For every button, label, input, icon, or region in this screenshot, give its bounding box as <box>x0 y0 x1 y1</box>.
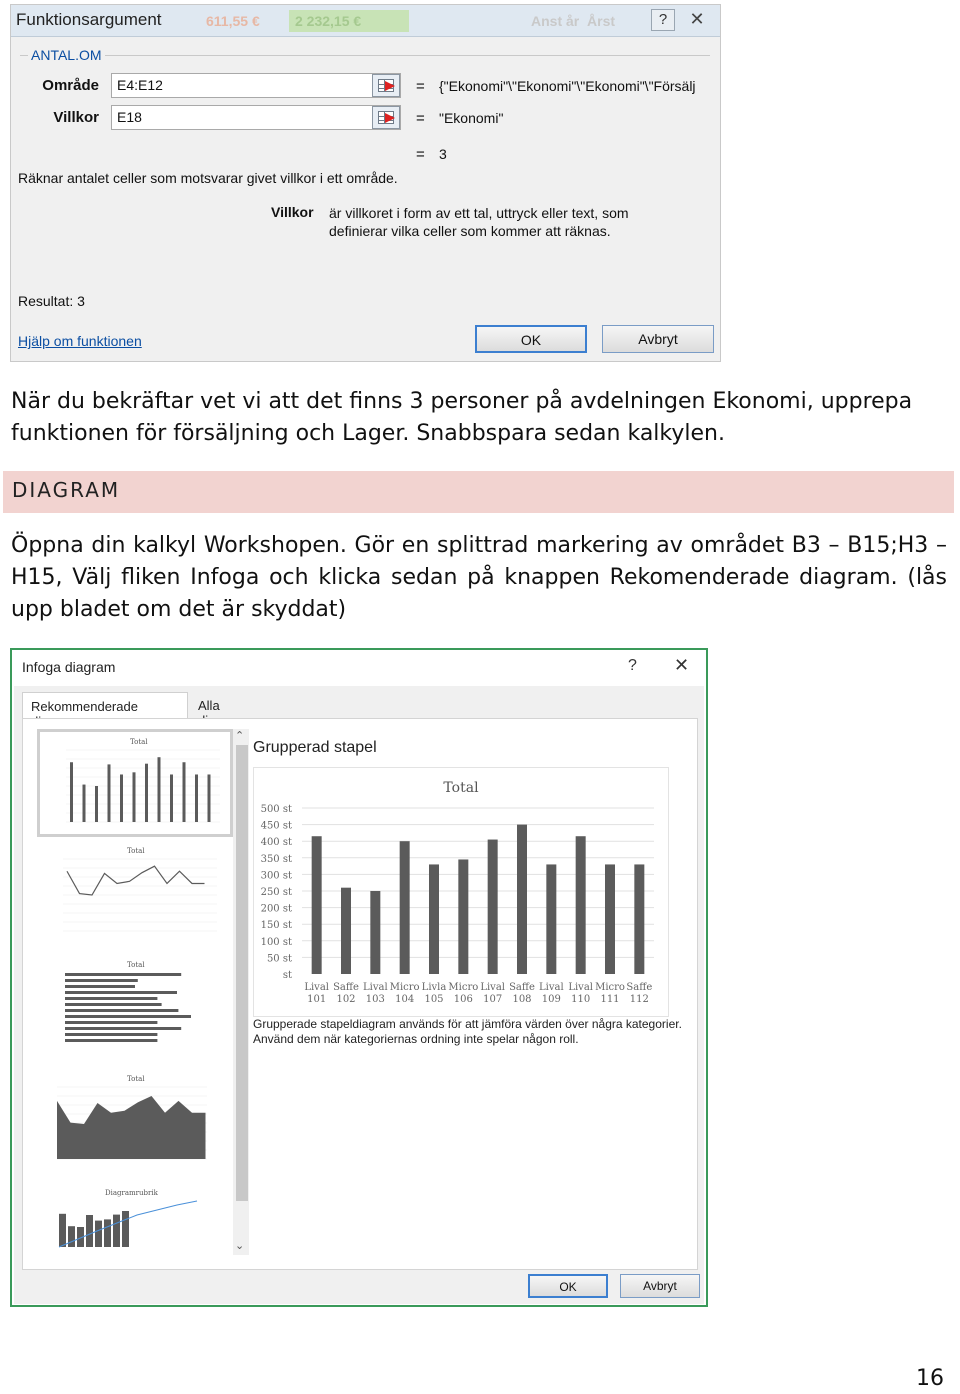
thumb-bar <box>68 1226 75 1247</box>
thumb-bar <box>195 774 198 822</box>
area-result: {"Ekonomi"\"Ekonomi"\"Ekonomi"\"Försälj <box>439 78 696 94</box>
chart-thumbnail-list <box>37 729 245 1259</box>
bar <box>576 836 586 974</box>
x-tick-label: Lival <box>568 982 593 993</box>
thumb-bar <box>65 1003 162 1006</box>
x-tick-label: Lival <box>363 982 388 993</box>
ok-button[interactable]: OK <box>528 1274 608 1298</box>
thumb-bar <box>158 757 161 822</box>
thumb-bar <box>65 979 138 982</box>
thumb-bar <box>65 1021 157 1024</box>
total-result: 3 <box>439 146 447 162</box>
bar <box>429 864 439 974</box>
thumbnail-clustered-bar[interactable] <box>37 957 233 1065</box>
thumb-bar <box>108 764 111 822</box>
scrollbar-thumb[interactable] <box>236 745 248 1201</box>
bar <box>458 859 468 974</box>
chart-preview-svg <box>254 768 668 1016</box>
equals-sign: = <box>416 146 425 163</box>
criteria-input[interactable]: E18 <box>111 105 401 130</box>
x-tick-label: 101 <box>307 994 327 1005</box>
thumbnail-clustered-column[interactable] <box>37 729 233 837</box>
dialog-body <box>14 686 704 1304</box>
thumb-bar <box>65 991 177 994</box>
bar <box>517 825 527 974</box>
close-icon[interactable]: ✕ <box>689 9 705 29</box>
cancel-button[interactable]: Avbryt <box>602 325 714 353</box>
bar <box>605 864 615 974</box>
thumb-bar <box>65 973 181 976</box>
x-tick-label: 103 <box>365 994 385 1005</box>
paragraph: När du bekräftar vet vi att det finns 3 personer på avdelningen Ekonomi, upprepa funktionen för försäljning och Lager. Snabbspara sedan kalkylen. <box>11 389 913 446</box>
thumb-bar <box>170 774 173 822</box>
thumbnail-title: Total <box>130 738 148 746</box>
function-description: Räknar antalet celler som motsvarar givet villkor i ett område. <box>18 170 398 186</box>
area-input[interactable]: E4:E12 <box>111 73 401 98</box>
thumbnail-scrollbar[interactable] <box>233 729 249 1255</box>
x-tick-label: 110 <box>571 994 591 1005</box>
area-label: Område <box>42 77 99 94</box>
thumbnail-title: Diagramrubrik <box>105 1189 158 1197</box>
paragraph: Öppna din kalkyl Workshopen. Gör en splittrad markering av området B3 – B15;H3 – H15, Välj fliken Infoga och klicka sedan på knappen Rekomenderade diagram. (lås upp bladet om det är skyddat) <box>11 533 947 622</box>
thumb-bar <box>120 774 123 822</box>
x-tick-label: 106 <box>453 994 473 1005</box>
thumbnail-title: Total <box>127 847 145 855</box>
thumb-bar <box>122 1211 129 1247</box>
bar <box>370 891 380 974</box>
thumb-bar <box>104 1219 111 1247</box>
thumb-bar <box>65 1009 178 1012</box>
x-tick-label: Saffe <box>333 982 359 993</box>
close-icon[interactable]: ✕ <box>674 655 690 675</box>
page-number: 16 <box>916 1366 944 1391</box>
x-tick-label: 112 <box>629 994 649 1005</box>
dialog-title: Funktionsargument <box>16 10 162 29</box>
dialog-titlebar <box>11 5 720 37</box>
equals-sign: = <box>416 110 425 127</box>
insert-chart-dialog <box>10 648 708 1307</box>
help-link[interactable]: Hjälp om funktionen <box>18 333 142 349</box>
equals-sign: = <box>416 78 425 95</box>
thumb-bar <box>65 1015 191 1018</box>
thumbnail-title: Total <box>127 961 145 969</box>
thumb-bar <box>145 764 148 822</box>
criteria-result: "Ekonomi" <box>439 110 504 126</box>
ok-button[interactable]: OK <box>475 325 587 353</box>
x-tick-label: 107 <box>483 994 503 1005</box>
y-tick-label: st <box>282 970 292 981</box>
thumb-bar <box>70 762 73 822</box>
y-tick-label: 350 st <box>260 853 292 865</box>
thumb-bar <box>208 774 211 822</box>
chevron-up-icon[interactable]: ⌃ <box>235 729 245 742</box>
bar <box>400 841 410 974</box>
function-name: ANTAL.OM <box>28 47 105 63</box>
tab-all-charts[interactable]: Alla <box>198 698 220 713</box>
bar <box>488 840 498 974</box>
x-tick-label: Lival <box>480 982 505 993</box>
bar <box>634 864 644 974</box>
thumb-bar <box>65 997 157 1000</box>
thumb-bar <box>65 1033 157 1036</box>
thumb-bar <box>59 1214 66 1247</box>
y-tick-label: 50 st <box>266 953 292 965</box>
background-value: 611,55 € <box>206 13 260 29</box>
x-tick-label: Micro <box>595 982 625 993</box>
thumbnail-combo[interactable] <box>37 1185 233 1259</box>
thumb-bar <box>65 1027 181 1030</box>
y-tick-label: 300 st <box>260 870 292 882</box>
thumb-area <box>57 1096 206 1159</box>
background-value: 2 232,15 € <box>289 10 409 32</box>
thumbnail-title: Total <box>127 1075 145 1083</box>
x-tick-label: 109 <box>541 994 561 1005</box>
bar <box>341 888 351 974</box>
y-tick-label: 150 st <box>260 920 292 932</box>
y-tick-label: 200 st <box>260 903 292 915</box>
y-tick-label: 500 st <box>260 804 292 815</box>
thumbnail-line[interactable] <box>37 843 233 951</box>
chart-pane <box>22 718 698 1270</box>
thumb-bar <box>113 1215 120 1247</box>
x-tick-label: 105 <box>424 994 444 1005</box>
x-tick-label: Lival <box>304 982 329 993</box>
chart-type-heading: Grupperad stapel <box>253 739 377 756</box>
function-arguments-dialog <box>10 4 721 362</box>
argument-help-label: Villkor <box>271 204 314 220</box>
criteria-label: Villkor <box>53 109 99 126</box>
section-title: DIAGRAM <box>12 478 121 502</box>
thumb-bar <box>95 786 98 822</box>
x-tick-label: 102 <box>336 994 356 1005</box>
tab-recommended-charts[interactable]: Rekommenderade <box>22 692 188 718</box>
collapse-dialog-button[interactable] <box>372 106 400 129</box>
help-icon[interactable]: ? <box>628 657 637 674</box>
thumb-bar <box>65 985 135 988</box>
x-tick-label: 104 <box>395 994 415 1005</box>
argument-help-text: är villkoret i form av ett tal, uttryck eller text, som definierar vilka celler som kommer att räknas. <box>329 205 629 239</box>
background-header: Anst år Årst <box>531 13 616 29</box>
y-tick-label: 450 st <box>260 820 292 832</box>
thumb-bar <box>183 762 186 822</box>
thumb-line <box>67 866 205 895</box>
thumb-bar <box>83 785 86 822</box>
x-tick-label: Lival <box>539 982 564 993</box>
y-tick-label: 100 st <box>260 936 292 948</box>
x-tick-label: 108 <box>512 994 532 1005</box>
thumb-bar <box>65 1039 157 1042</box>
chevron-down-icon[interactable]: ⌄ <box>235 1239 245 1252</box>
x-tick-label: Saffe <box>626 982 653 993</box>
bar <box>312 836 322 974</box>
x-tick-label: 111 <box>600 994 620 1005</box>
section-header <box>3 471 954 513</box>
x-tick-label: Micro <box>448 982 479 993</box>
y-tick-label: 400 st <box>260 837 292 849</box>
help-icon[interactable]: ? <box>651 9 675 31</box>
collapse-dialog-button[interactable] <box>372 74 400 97</box>
formula-result: Resultat: 3 <box>18 293 85 309</box>
dialog-title: Infoga diagram <box>22 659 116 675</box>
bar <box>546 864 556 974</box>
thumb-bar <box>133 772 136 822</box>
thumb-bar <box>86 1215 93 1247</box>
cancel-button[interactable]: Avbryt <box>620 1274 700 1298</box>
thumb-bar <box>95 1221 102 1247</box>
x-tick-label: Saffe <box>509 982 535 993</box>
thumbnail-area[interactable] <box>37 1071 233 1179</box>
x-tick-label: Micro <box>389 982 420 993</box>
x-tick-label: Livla <box>421 982 447 993</box>
chart-title: Total <box>443 780 479 796</box>
chart-preview <box>253 767 669 1017</box>
y-tick-label: 250 st <box>260 887 292 898</box>
chart-type-description: Grupperade stapeldiagram används för att jämföra värden över några kategorier. Använd dem när kategoriernas ordning inte spelar någon roll. <box>253 1017 682 1046</box>
